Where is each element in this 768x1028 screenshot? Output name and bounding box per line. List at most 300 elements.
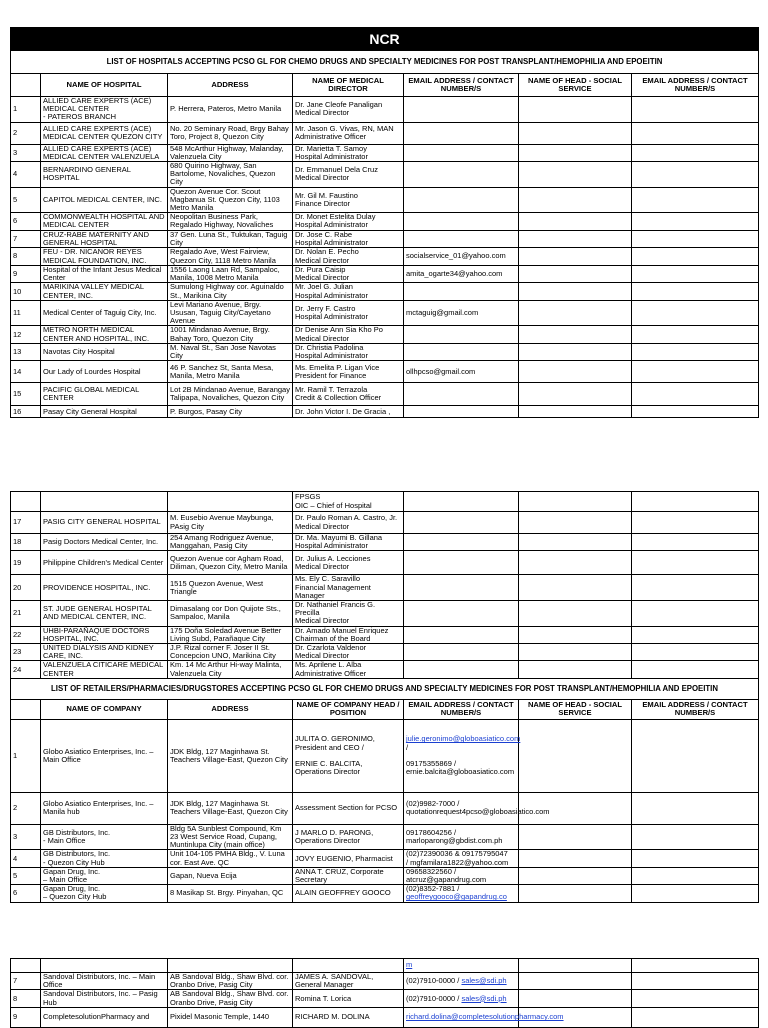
- col-header-hospital: NAME OF HOSPITAL: [41, 74, 168, 97]
- hospital-address: 680 Quirino Highway, San Bartolome, Novaliches, Quezon City: [168, 162, 293, 188]
- table-row: [11, 512, 759, 534]
- hospital-address: Sumulong Highway cor. Aguinaldo St., Marikina City: [168, 283, 293, 300]
- email-contact: [404, 162, 519, 188]
- social-service-head: [519, 990, 632, 1007]
- row-number: 5: [11, 867, 41, 884]
- email-contact: [404, 719, 519, 792]
- hospital-address: Quezon Avenue Cor. Scout Magbanua St. Quezon City, 1103 Metro Manila: [168, 187, 293, 213]
- contact-text: (02)8352-7881 /: [406, 884, 460, 894]
- contact-text: / 09175355869 / ernie.balcita@globoasiatico.com: [406, 742, 515, 777]
- contact-text: 09178604256 / marloparong@gbdist.com.ph: [406, 827, 503, 846]
- social-email-contact: [632, 885, 759, 902]
- table-row: [11, 719, 759, 792]
- row-number: 8: [11, 248, 41, 266]
- table-row: [11, 406, 759, 418]
- hospital-name: VALENZUELA CITICARE MEDICAL CENTER: [41, 661, 168, 678]
- company-head: Assessment Section for PCSO: [293, 792, 404, 824]
- company-head: JOVY EUGENIO, Pharmacist: [293, 850, 404, 867]
- hospital-name: FEU - DR. NICANOR REYES MEDICAL FOUNDATION, INC.: [41, 248, 168, 266]
- hospital-address: 1556 Laong Laan Rd, Sampaloc, Manila, 1008 Metro Manila: [168, 266, 293, 283]
- social-service-head: [519, 534, 632, 551]
- hospital-name: Navotas City Hospital: [41, 343, 168, 360]
- row-number: 2: [11, 122, 41, 144]
- email-contact: [404, 187, 519, 213]
- row-number: 1: [11, 719, 41, 792]
- hospital-name: Hospital of the Infant Jesus Medical Center: [41, 266, 168, 283]
- hospital-address: J.P. Rizal corner F. Joser II St. Concepcion UNO, Marikina City: [168, 644, 293, 661]
- social-email-contact: [632, 213, 759, 230]
- row-number: 5: [11, 187, 41, 213]
- social-email-contact: [632, 266, 759, 283]
- email-contact: [404, 230, 519, 247]
- email-contact: [404, 1007, 564, 1027]
- table-row: [11, 187, 759, 213]
- table-row: [11, 162, 759, 188]
- medical-director: Dr. Paulo Roman A. Castro, Jr. Medical Director: [293, 512, 404, 534]
- row-number: 17: [11, 512, 41, 534]
- table-row: [11, 283, 759, 300]
- social-service-head: [519, 122, 632, 144]
- social-service-head: [519, 973, 632, 990]
- medical-director: Dr. Jane Cleofe Panaligan Medical Director: [293, 97, 404, 123]
- hospital-address: 37 Gen. Luna St., Tuktukan, Taguig City: [168, 230, 293, 247]
- social-service-head: [519, 97, 632, 123]
- hospital-name: Pasay City General Hospital: [41, 406, 168, 418]
- hospital-address: Neopolitan Business Park, Regalado Highway, Novaliches: [168, 213, 293, 230]
- email-contact: [404, 867, 519, 884]
- col-header-director: NAME OF MEDICAL DIRECTOR: [293, 74, 404, 97]
- email-contact: [404, 661, 519, 678]
- row-number: 19: [11, 551, 41, 575]
- email-contact: [404, 973, 519, 990]
- social-email-contact: [632, 97, 759, 123]
- social-email-contact: [632, 661, 759, 678]
- email-contact: [404, 850, 519, 867]
- hospital-name: ALLIED CARE EXPERTS (ACE) MEDICAL CENTER - PATEROS BRANCH: [41, 97, 168, 123]
- row-number: 6: [11, 213, 41, 230]
- social-email-contact: [632, 824, 759, 850]
- medical-director: Mr. Gil M. Faustino Finance Director: [293, 187, 404, 213]
- table-row: [11, 266, 759, 283]
- medical-director: Dr. Christia Padolina Hospital Administrator: [293, 343, 404, 360]
- hospital-name: CRUZ-RABE MATERNITY AND GENERAL HOSPITAL: [41, 230, 168, 247]
- email-link[interactable]: julie.geronimo@globoasiatico.com: [406, 734, 521, 744]
- contact-text: (02)7910-0000 /: [406, 976, 462, 986]
- col-header-email-2: EMAIL ADDRESS / CONTACT NUMBER/S: [632, 74, 759, 97]
- hospital-name: MARIKINA VALLEY MEDICAL CENTER, INC.: [41, 283, 168, 300]
- row-number: 14: [11, 361, 41, 383]
- medical-director: Dr. Monet Estelita Dulay Hospital Administrator: [293, 213, 404, 230]
- table-row: [11, 97, 759, 123]
- contact-text: 09658322560 / atcruz@gapandrug.com: [406, 866, 487, 885]
- col-header-social-head: NAME OF HEAD - SOCIAL SERVICE: [519, 699, 632, 719]
- row-number: 9: [11, 266, 41, 283]
- company-address: 8 Masikap St. Brgy. Pinyahan, QC: [168, 885, 293, 902]
- table-row: [11, 534, 759, 551]
- company-head: RICHARD M. DOLINA: [293, 1007, 404, 1027]
- medical-director: Mr. Jason G. Vivas, RN, MAN Administrative Officer: [293, 122, 404, 144]
- row-number: 7: [11, 973, 41, 990]
- social-service-head: [519, 144, 632, 161]
- company-head: ALAIN GEOFFREY GOOCO: [293, 885, 404, 902]
- email-contact: [404, 885, 519, 902]
- social-email-contact: [632, 300, 759, 326]
- row-number: 4: [11, 850, 41, 867]
- table-row: [11, 626, 759, 643]
- email-contact: [404, 512, 519, 534]
- social-service-head: [519, 406, 632, 418]
- hospital-address: Km. 14 Mc Arthur Hi-way Malinta, Valenzuela City: [168, 661, 293, 678]
- email-contact: [404, 575, 519, 601]
- email-contact: [404, 824, 519, 850]
- hospital-address: M. Eusebio Avenue Maybunga, PAsig City: [168, 512, 293, 534]
- medical-director: Dr. Emmanuel Dela Cruz Medical Director: [293, 162, 404, 188]
- social-service-head: [519, 867, 632, 884]
- table-row: [11, 361, 759, 383]
- company-address: Unit 104-105 PMHA Bldg., V. Luna cor. East Ave. QC: [168, 850, 293, 867]
- hospital-address: 175 Doña Soledad Avenue Better Living Subd, Parañaque City: [168, 626, 293, 643]
- col-header-no: [11, 699, 41, 719]
- social-service-head: [519, 283, 632, 300]
- social-email-contact: [632, 850, 759, 867]
- col-header-address: ADDRESS: [168, 699, 293, 719]
- retailers-table-page3: [10, 958, 759, 1028]
- medical-director: Dr. Marietta T. Samoy Hospital Administrator: [293, 144, 404, 161]
- company-head: Romina T. Lorica: [293, 990, 404, 1007]
- social-email-contact: [632, 575, 759, 601]
- company-name: Gapan Drug, Inc. – Main Office: [41, 867, 168, 884]
- social-service-head: [519, 719, 632, 792]
- row-number: 12: [11, 326, 41, 343]
- contact-text: (02)7910-0000 /: [406, 993, 462, 1003]
- table-row: [11, 661, 759, 678]
- medical-director: Dr. John Victor I. De Gracia ,: [293, 406, 404, 418]
- social-email-contact: [632, 867, 759, 884]
- company-address: Pixidel Masonic Temple, 1440: [168, 1007, 293, 1027]
- email-contact: [404, 792, 550, 824]
- social-service-head: [519, 575, 632, 601]
- social-email-contact: [632, 144, 759, 161]
- col-header-email-2: EMAIL ADDRESS / CONTACT NUMBER/S: [632, 699, 759, 719]
- email-contact: amita_ogarte34@yahoo.com: [404, 266, 519, 283]
- company-name: Globo Asiatico Enterprises, Inc. – Main Office: [41, 719, 168, 792]
- col-header-email: EMAIL ADDRESS / CONTACT NUMBER/S: [404, 699, 519, 719]
- social-service-head: [519, 850, 632, 867]
- row-number: 9: [11, 1007, 41, 1027]
- row-number: 1: [11, 97, 41, 123]
- table-row: [11, 1007, 759, 1027]
- hospital-name: METRO NORTH MEDICAL CENTER AND HOSPITAL, INC.: [41, 326, 168, 343]
- medical-director: Dr. Czarlota Valdenor Medical Director: [293, 644, 404, 661]
- table-row: [11, 973, 759, 990]
- row-number: 24: [11, 661, 41, 678]
- row-number: 16: [11, 406, 41, 418]
- social-service-head: [519, 661, 632, 678]
- company-address: JDK Bldg, 127 Maginhawa St. Teachers Village-East, Quezon City: [168, 719, 293, 792]
- medical-director: Dr. Jerry F. Castro Hospital Administrator: [293, 300, 404, 326]
- hospital-address: Levi Mariano Avenue, Brgy. Ususan, Taguig City/Cayetano Avenue: [168, 300, 293, 326]
- social-email-contact: [632, 122, 759, 144]
- social-email-contact: [632, 792, 759, 824]
- email-link[interactable]: richard.dolina@completesolutionpharmacy.com: [406, 1012, 564, 1022]
- email-contact: [404, 601, 519, 627]
- hospital-name: COMMONWEALTH HOSPITAL AND MEDICAL CENTER: [41, 213, 168, 230]
- company-head: J MARLO D. PARONG, Operations Director: [293, 824, 404, 850]
- social-email-contact: [632, 248, 759, 266]
- table-row: [11, 248, 759, 266]
- hospital-address: Regalado Ave, West Fairview, Quezon City, 1118 Metro Manila: [168, 248, 293, 266]
- table-row: [11, 601, 759, 627]
- medical-director: Mr. Joel G. Julian Hospital Administrator: [293, 283, 404, 300]
- social-service-head: [519, 343, 632, 360]
- hospital-name: ST. JUDE GENERAL HOSPITAL AND MEDICAL CENTER, INC.: [41, 601, 168, 627]
- social-email-contact: [632, 973, 759, 990]
- row-number: 21: [11, 601, 41, 627]
- email-contact: [404, 644, 519, 661]
- hospital-address: 1515 Quezon Avenue, West Triangle: [168, 575, 293, 601]
- row-number: 4: [11, 162, 41, 188]
- retailers-header-row: [11, 699, 759, 719]
- social-email-contact: [632, 406, 759, 418]
- company-name: Sandoval Distributors, Inc. – Main Office: [41, 973, 168, 990]
- company-address: AB Sandoval Bldg., Shaw Blvd. cor. Oranbo Drive, Pasig City: [168, 973, 293, 990]
- hospital-address: P. Herrera, Pateros, Metro Manila: [168, 97, 293, 123]
- company-name: Globo Asiatico Enterprises, Inc. – Manila hub: [41, 792, 168, 824]
- row-number: 10: [11, 283, 41, 300]
- medical-director: Ms. Aprilene L. Alba Administrative Officer: [293, 661, 404, 678]
- company-address: AB Sandoval Bldg., Shaw Blvd. cor. Oranbo Drive, Pasig City: [168, 990, 293, 1007]
- hospital-address: P. Burgos, Pasay City: [168, 406, 293, 418]
- email-contact: socialservice_01@yahoo.com: [404, 248, 519, 266]
- social-email-contact: [632, 551, 759, 575]
- hospital-address: Lot 2B Mindanao Avenue, Barangay Talipapa, Novaliches, Quezon City: [168, 383, 293, 406]
- company-name: CompletesolutionPharmacy and: [41, 1007, 168, 1027]
- company-head: JULITA O. GERONIMO, President and CEO / ERNIE C. BALCITA, Operations Director: [293, 719, 404, 792]
- email-contact: [404, 990, 519, 1007]
- hospital-name: Philippine Children's Medical Center: [41, 551, 168, 575]
- company-name: Gapan Drug, Inc. – Quezon City Hub: [41, 885, 168, 902]
- email-contact: [404, 97, 519, 123]
- email-contact: [404, 213, 519, 230]
- email-contact: ollhpcso@gmail.com: [404, 361, 519, 383]
- medical-director: Dr. Amado Manuel Enriquez Chairman of the Board: [293, 626, 404, 643]
- hospital-address: Dimasalang cor Don Quijote Sts., Sampaloc, Manila: [168, 601, 293, 627]
- row-number: 8: [11, 990, 41, 1007]
- medical-director: Dr. Jose C. Rabe Hospital Administrator: [293, 230, 404, 247]
- hospital-address: 254 Amang Rodriguez Avenue, Manggahan, Pasig City: [168, 534, 293, 551]
- social-email-contact: [632, 162, 759, 188]
- medical-director: Dr. Ma. Mayumi B. Gillana Hospital Administrator: [293, 534, 404, 551]
- col-header-company: NAME OF COMPANY: [41, 699, 168, 719]
- hospital-name: Our Lady of Lourdes Hospital: [41, 361, 168, 383]
- hospital-name: PACIFIC GLOBAL MEDICAL CENTER: [41, 383, 168, 406]
- table-row: [11, 230, 759, 247]
- hospital-address: M. Naval St., San Jose Navotas City: [168, 343, 293, 360]
- social-service-head: [519, 885, 632, 902]
- hospitals-table-page1: [10, 27, 759, 418]
- email-contact: [404, 283, 519, 300]
- social-service-head: [519, 300, 632, 326]
- table-row: [11, 213, 759, 230]
- row-number: 3: [11, 824, 41, 850]
- social-service-head: [519, 626, 632, 643]
- company-address: Gapan, Nueva Ecija: [168, 867, 293, 884]
- continued-director: FPSGS OIC – Chief of Hospital: [293, 492, 404, 512]
- social-email-contact: [632, 383, 759, 406]
- hospital-name: PASIG CITY GENERAL HOSPITAL: [41, 512, 168, 534]
- social-email-contact: [632, 361, 759, 383]
- social-email-contact: [632, 990, 759, 1007]
- medical-director: Dr. Pura Caisip Medical Director: [293, 266, 404, 283]
- table-row: [11, 326, 759, 343]
- email-contact: [404, 626, 519, 643]
- col-header-address: ADDRESS: [168, 74, 293, 97]
- hospital-name: UHBI-PARAÑAQUE DOCTORS HOSPITAL, INC.: [41, 626, 168, 643]
- hospitals-header-row: [11, 74, 759, 97]
- hospital-address: 1001 Mindanao Avenue, Brgy. Bahay Toro, Quezon City: [168, 326, 293, 343]
- hospital-name: Medical Center of Taguig City, Inc.: [41, 300, 168, 326]
- row-number: 18: [11, 534, 41, 551]
- email-link[interactable]: sales@sdi.ph: [461, 976, 507, 986]
- table-row: [11, 343, 759, 360]
- continuation-row: [11, 492, 759, 512]
- row-number: 22: [11, 626, 41, 643]
- row-number: 2: [11, 792, 41, 824]
- row-number: 20: [11, 575, 41, 601]
- hospital-name: ALLIED CARE EXPERTS (ACE) MEDICAL CENTER QUEZON CITY: [41, 122, 168, 144]
- email-contact: [404, 383, 519, 406]
- row-number: 6: [11, 885, 41, 902]
- social-service-head: [519, 213, 632, 230]
- email-contact: [404, 534, 519, 551]
- social-service-head: [519, 361, 632, 383]
- col-header-no: [11, 74, 41, 97]
- table-row: [11, 144, 759, 161]
- medical-director: Dr. Nathaniel Francis G. Precilla Medical Director: [293, 601, 404, 627]
- social-service-head: [519, 824, 632, 850]
- contact-text: (02)9982-7000 / quotationrequest4pcso@globoasiatico.com: [406, 799, 550, 817]
- col-header-social-head: NAME OF HEAD - SOCIAL SERVICE: [519, 74, 632, 97]
- social-email-contact: [632, 644, 759, 661]
- social-email-contact: [632, 187, 759, 213]
- hospital-name: PROVIDENCE HOSPITAL, INC.: [41, 575, 168, 601]
- company-name: GB Distributors, Inc. - Quezon City Hub: [41, 850, 168, 867]
- social-service-head: [519, 644, 632, 661]
- email-contact: [404, 343, 519, 360]
- social-service-head: [519, 187, 632, 213]
- social-service-head: [519, 248, 632, 266]
- social-service-head: [519, 326, 632, 343]
- table-row: [11, 644, 759, 661]
- email-contact: [404, 144, 519, 161]
- social-email-contact: [632, 534, 759, 551]
- row-number: 3: [11, 144, 41, 161]
- table-row: [11, 300, 759, 326]
- medical-director: Dr. Julius A. Lecciones Medical Director: [293, 551, 404, 575]
- retailers-title: LIST OF RETAILERS/PHARMACIES/DRUGSTORES ACCEPTING PCSO GL FOR CHEMO DRUGS AND SPECIALTY MEDICINES FOR POST TRANSPLANT/HEMOPHILIA AND EPOEITIN: [11, 678, 759, 699]
- hospital-name: ALLIED CARE EXPERTS (ACE) MEDICAL CENTER VALENZUELA: [41, 144, 168, 161]
- email-contact: [404, 406, 519, 418]
- region-header: NCR: [11, 28, 759, 51]
- company-name: Sandoval Distributors, Inc. – Pasig Hub: [41, 990, 168, 1007]
- social-email-contact: [632, 512, 759, 534]
- table-row: [11, 575, 759, 601]
- company-head: JAMES A. SANDOVAL, General Manager: [293, 973, 404, 990]
- social-email-contact: [632, 326, 759, 343]
- social-service-head: [519, 551, 632, 575]
- email-contact: [404, 326, 519, 343]
- social-email-contact: [632, 719, 759, 792]
- hospital-name: BERNARDINO GENERAL HOSPITAL: [41, 162, 168, 188]
- social-email-contact: [632, 343, 759, 360]
- col-header-company-head: NAME OF COMPANY HEAD / POSITION: [293, 699, 404, 719]
- email-link[interactable]: geoffreygooco@gapandrug.co: [406, 892, 507, 902]
- social-email-contact: [632, 283, 759, 300]
- table-row: [11, 122, 759, 144]
- continued-email-link[interactable]: m: [404, 959, 519, 973]
- medical-director: Ms. Ely C. Saravillo Financial Management Manager: [293, 575, 404, 601]
- company-address: JDK Bldg, 127 Maginhawa St. Teachers Village-East, Quezon City: [168, 792, 293, 824]
- social-service-head: [519, 230, 632, 247]
- email-link[interactable]: sales@sdi.ph: [461, 993, 507, 1003]
- hospitals-table-page2: [10, 491, 759, 903]
- table-row: [11, 885, 759, 902]
- company-head: ANNA T. CRUZ, Corporate Secretary: [293, 867, 404, 884]
- row-number: 7: [11, 230, 41, 247]
- row-number: 15: [11, 383, 41, 406]
- company-address: Bldg 5A Sunblest Compound, Km 23 West Service Road, Cupang, Muntinlupa City (main office): [168, 824, 293, 850]
- hospital-address: 548 McArthur Highway, Malanday, Valenzuela City: [168, 144, 293, 161]
- table-row: [11, 792, 759, 824]
- hospitals-title: LIST OF HOSPITALS ACCEPTING PCSO GL FOR CHEMO DRUGS AND SPECIALTY MEDICINES FOR POST TRANSPLANT/HEMOPHILIA AND EPOEITIN: [11, 51, 759, 74]
- table-row: [11, 383, 759, 406]
- email-contact: [404, 122, 519, 144]
- social-email-contact: [632, 230, 759, 247]
- medical-director: Dr. Nolan E. Pecho Medical Director: [293, 248, 404, 266]
- social-service-head: [519, 162, 632, 188]
- email-contact: [404, 551, 519, 575]
- contact-text: (02)72390036 & 09175795047 / mgfamilara1822@yahoo.com: [406, 849, 509, 867]
- social-service-head: [519, 383, 632, 406]
- table-row: [11, 824, 759, 850]
- medical-director: Mr. Ramil T. Terrazola Credit & Collection Officer: [293, 383, 404, 406]
- social-service-head: [519, 601, 632, 627]
- medical-director: Dr Denise Ann Sia Kho Po Medical Director: [293, 326, 404, 343]
- social-email-contact: [632, 601, 759, 627]
- hospital-address: 46 P. Sanchez St, Santa Mesa, Manila, Metro Manila: [168, 361, 293, 383]
- company-name: GB Distributors, Inc. - Main Office: [41, 824, 168, 850]
- row-number: 23: [11, 644, 41, 661]
- medical-director: Ms. Emelita P. Ligan Vice President for Finance: [293, 361, 404, 383]
- table-row: [11, 850, 759, 867]
- social-email-contact: [632, 626, 759, 643]
- email-contact: mctaguig@gmail.com: [404, 300, 519, 326]
- table-row: [11, 551, 759, 575]
- continuation-row: [11, 959, 759, 973]
- hospital-address: No. 20 Seminary Road, Brgy Bahay Toro, Project 8, Quezon City: [168, 122, 293, 144]
- hospital-name: Pasig Doctors Medical Center, Inc.: [41, 534, 168, 551]
- social-service-head: [519, 512, 632, 534]
- table-row: [11, 990, 759, 1007]
- row-number: 11: [11, 300, 41, 326]
- hospital-name: UNITED DIALYSIS AND KIDNEY CARE, INC.: [41, 644, 168, 661]
- row-number: 13: [11, 343, 41, 360]
- col-header-email: EMAIL ADDRESS / CONTACT NUMBER/S: [404, 74, 519, 97]
- hospital-address: Quezon Avenue cor Agham Road, Diliman, Quezon City, Metro Manila: [168, 551, 293, 575]
- table-row: [11, 867, 759, 884]
- social-service-head: [519, 266, 632, 283]
- hospital-name: CAPITOL MEDICAL CENTER, INC.: [41, 187, 168, 213]
